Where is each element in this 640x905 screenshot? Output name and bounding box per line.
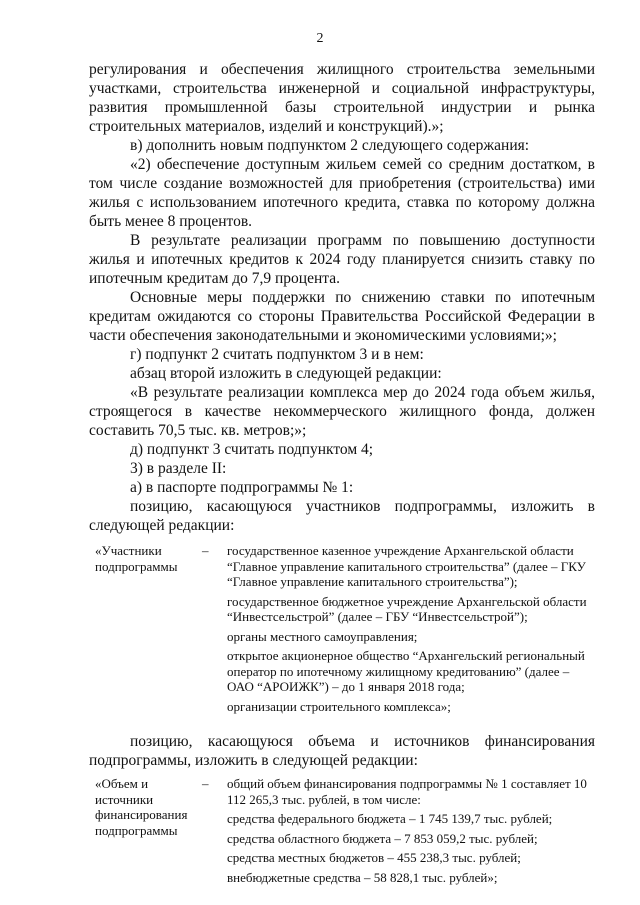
page-number: 2 xyxy=(316,31,324,46)
funding-item: общий объем финансирования подпрограммы № 1 составляет 10 112 265,3 тыс. рублей, в том числе: xyxy=(227,776,587,807)
funding-item: средства федерального бюджета – 1 745 139,7 тыс. рублей; xyxy=(227,811,553,826)
paragraph-10: 3) в разделе II: xyxy=(130,460,227,477)
document-body xyxy=(89,60,595,897)
paragraph-9: д) подпункт 3 считать подпунктом 4; xyxy=(130,441,374,458)
participant-item: открытое акционерное общество “Архангельский региональный оператор по ипотечному жилищному кредитованию” (далее – ОАО “АРОИЖК”) – до 1 января 2018 года; xyxy=(227,648,585,694)
funding-row xyxy=(89,776,595,889)
funding-table xyxy=(89,776,595,889)
paragraph-11: а) в паспорте подпрограммы № 1: xyxy=(130,479,354,496)
paragraph-6: г) подпункт 2 считать подпунктом 3 и в нем: xyxy=(130,346,424,363)
funding-item: средства местных бюджетов – 455 238,3 тыс. рублей; xyxy=(227,850,521,865)
paragraph-12: позицию, касающуюся участников подпрограммы, изложить в следующей редакции: xyxy=(89,498,595,534)
participants-label: «Участники подпрограммы xyxy=(95,543,178,574)
paragraph-3: «2) обеспечение доступным жильем семей со средним достатком, в том числе создание возможностей для приобретения (строительства) ими жилья с использованием ипотечного кредита, ставка по которому должна быть менее 8 процентов. xyxy=(89,156,595,230)
paragraph-8: «В результате реализации комплекса мер до 2024 года объем жилья, строящегося в качестве некоммерческого жилищного фонда, должен составить 70,5 тыс. кв. метров;»; xyxy=(89,384,595,439)
paragraph-1: регулирования и обеспечения жилищного строительства земельными участками, строительства инженерной и социальной инфраструктуры, развития промышленной базы строительной индустрии и рынка строительных материалов, изделий и конструкций).»; xyxy=(89,61,595,135)
participants-table xyxy=(89,543,595,718)
participant-item: государственное казенное учреждение Архангельской области “Главное управление капитального строительства” (далее – ГКУ “Главное управление капитального строительства”); xyxy=(227,543,586,589)
funding-item: средства областного бюджета – 7 853 059,2 тыс. рублей; xyxy=(227,830,538,846)
funding-item: внебюджетные средства – 58 828,1 тыс. рублей»; xyxy=(227,869,498,885)
participants-row xyxy=(89,543,595,718)
participants-dash: – xyxy=(202,543,209,558)
participant-item: государственное бюджетное учреждение Архангельской области “Инвестсельстрой” (далее – ГБУ “Инвестсельстрой”); xyxy=(227,593,587,624)
paragraph-2: в) дополнить новым подпунктом 2 следующего содержания: xyxy=(130,137,530,154)
funding-dash: – xyxy=(202,776,209,791)
paragraph-4: В результате реализации программ по повышению доступности жилья и ипотечных кредитов к 2024 году планируется снизить ставку по ипотечным кредитам до 7,9 процента. xyxy=(89,232,595,287)
funding-list xyxy=(227,776,595,889)
paragraph-13: позицию, касающуюся объема и источников финансирования подпрограммы, изложить в следующей редакции: xyxy=(89,733,595,769)
participants-list xyxy=(227,543,595,718)
participant-item: органы местного самоуправления; xyxy=(227,628,418,644)
paragraph-7: абзац второй изложить в следующей редакции: xyxy=(130,365,442,382)
participant-item: организации строительного комплекса»; xyxy=(227,698,451,714)
funding-label: «Объем и источники финансирования подпрограммы xyxy=(95,776,188,838)
paragraph-5: Основные меры поддержки по снижению ставки по ипотечным кредитам ожидаются со стороны Правительства Российской Федерации в части обеспечения законодательными и экономическими условиями;»; xyxy=(89,289,595,344)
